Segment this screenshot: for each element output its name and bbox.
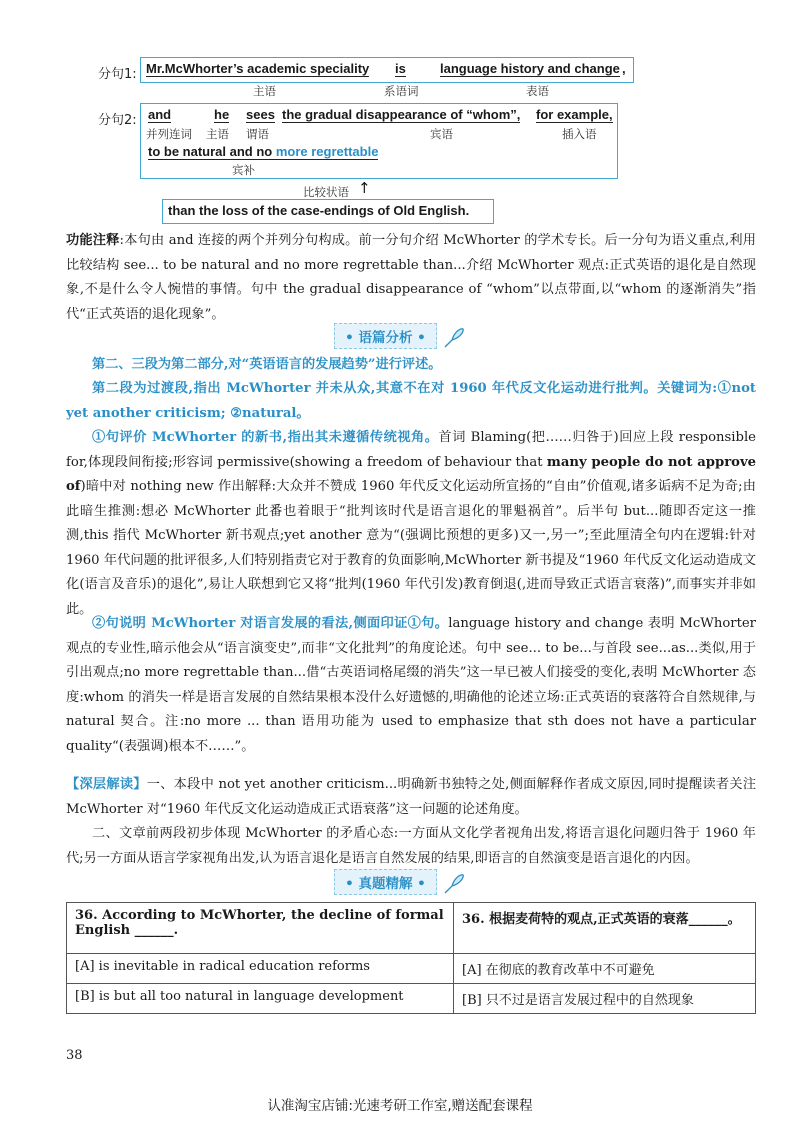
clause2-label: 分句2: xyxy=(98,113,137,128)
analysis-p1: 第二、三段为第二部分,对“英语语言的发展趋势”进行评述。 xyxy=(92,357,442,372)
analysis-p4 xyxy=(66,612,756,759)
clause1-predicative: language history and change xyxy=(440,61,620,76)
option-a-en: [A] is inevitable in radical education reforms xyxy=(67,954,454,984)
clause1-subject-label: 主语 xyxy=(253,84,276,98)
clause1-comma: , xyxy=(622,61,626,76)
arrow-up-icon: ↑ xyxy=(358,179,371,197)
clause2-adverbial-label: 比较状语 xyxy=(303,185,349,199)
clause2-subject-label: 主语 xyxy=(206,127,229,141)
analysis-p3-head: ①句评价 McWhorter 的新书,指出其未遵循传统视角。 xyxy=(92,430,439,445)
analysis-p2: 第二段为过渡段,指出 McWhorter 并未从众,其意不在对 1960 年代反文化运动进行批判。关键词为:①not yet another criticism; ②natural。 xyxy=(66,381,756,421)
clause2-complement-a: to be natural and no xyxy=(148,144,276,159)
clause2-verb-label: 谓语 xyxy=(246,127,269,141)
clause2-conj-label: 并列连词 xyxy=(146,127,192,141)
clause2-object-label: 宾语 xyxy=(430,127,453,141)
analysis-p3 xyxy=(66,426,756,622)
option-a-zh: [A] 在彻底的教育改革中不可避免 xyxy=(454,954,756,984)
function-note xyxy=(66,229,756,327)
section-exam-title xyxy=(0,869,800,896)
clause2-comparison: than the loss of the case-endings of Old English. xyxy=(168,203,470,218)
page-number: 38 xyxy=(66,1048,83,1063)
analysis-p3-bold: many people do not approve of xyxy=(66,454,756,494)
footer-text: 认准淘宝店铺:光速考研工作室,赠送配套课程 xyxy=(267,1098,533,1114)
section-exam-tag: • 真题精解 • xyxy=(334,869,437,895)
clause1-verb-label: 系语词 xyxy=(384,84,419,98)
table-row xyxy=(67,903,756,954)
option-b-en: [B] is but all too natural in language development xyxy=(67,984,454,1014)
clause2-insert: for example, xyxy=(536,107,613,122)
analysis-p3-b: )暗中对 nothing new 作出解释:大众并不赞成 1960 年代反文化运动所宣扬的“自由”价值观,诸多诟病不足为奇;由此暗生推测:想必 McWhorter 此番也着眼于“批判该时代是语言退化的罪魁祸首”。后半句 but...随即否定这一推测,this 指代 McWhorter 新书观点;yet another 意为“(强调比预想的更多)又一,另一”;至此厘清全句内在逻辑:针对 1960 年代问题的批评很多,人们特别指责它对于教育的负面影响,McWhorter 新书提及“1960 年代反文化运动造成文化(语言及音乐)的退化”,易让人联想到它又将“批判(1960 年代引发)教育倒退(,进而导致正式语言衰落)”,而事实并非如此。 xyxy=(66,479,756,617)
question-stem-en: 36. According to McWhorter, the decline of formal English ______. xyxy=(67,903,454,954)
question-table xyxy=(66,902,756,1014)
clause2-object: the gradual disappearance of “whom”, xyxy=(282,107,521,122)
analysis-p3-a: 首词 Blaming(把……归咎于)回应上段 responsible for,体现段间衔接;形容词 permissive(showing a freedom of behaviour that xyxy=(66,430,756,470)
section-analysis-tag: • 语篇分析 • xyxy=(334,323,437,349)
analysis-p4-head: ②句说明 McWhorter 对语言发展的看法,侧面印证①句。 xyxy=(92,616,449,631)
clause2-subject: he xyxy=(214,107,230,122)
option-b-zh: [B] 只不过是语言发展过程中的自然现象 xyxy=(454,984,756,1014)
clause1-predicative-label: 表语 xyxy=(526,84,549,98)
clause2-complement-b: more regrettable xyxy=(275,144,379,159)
clause2-complement-label: 宾补 xyxy=(232,163,255,177)
table-row xyxy=(67,984,756,1014)
clause2-verb: sees xyxy=(246,107,275,122)
clause2-insert-label: 插入语 xyxy=(562,127,597,141)
function-note-text: :本句由 and 连接的两个并列分句构成。前一分句介绍 McWhorter 的学术专长。后一分句为语义重点,利用比较结构 see... to be natural and no more regrettable than...介绍 McWhorter 观点:正式英语的退化是自然现象,不是什么令人惋惜的事情。句中 the gradual disappearance of “whom”以点带面,以“whom 的逐渐消失”指代“正式英语的退化现象”。 xyxy=(66,233,756,322)
table-row xyxy=(67,954,756,984)
analysis-p5 xyxy=(66,773,756,822)
clause1-label: 分句1: xyxy=(98,67,137,82)
clause1-subject: Mr.McWhorter’s academic speciality xyxy=(146,61,370,76)
feather-pen-icon xyxy=(442,872,466,896)
analysis-p6: 二、文章前两段初步体现 McWhorter 的矛盾心态:一方面从文化学者视角出发,将语言退化问题归咎于 1960 年代;另一方面从语言学家视角出发,认为语言退化是语言自然发展的结果,即语言的自然演变是语言退化的内因。 xyxy=(66,826,756,866)
section-analysis-title xyxy=(0,323,800,350)
question-stem-zh: 36. 根据麦荷特的观点,正式英语的衰落______。 xyxy=(454,903,756,954)
clause1-verb: is xyxy=(395,61,406,76)
clause2-conj: and xyxy=(148,107,172,122)
analysis-p4-text: language history and change 表明 McWhorter 观点的专业性,暗示他会从“语言演变史”,而非“文化批判”的角度论述。句中 see... to be...与首段 see...as...类似,用于引出观点;no more regrettable than...借“古英语词格尾缀的消失”这一早已被人们接受的变化,表明 McWhorter 态度:whom 的消失一样是语言发展的自然结果根本没什么好遗憾的,明确他的论述立场:正式英语的衰落符合自然规律,与 natural 契合。注:no more ... than 语用功能为 used to emphasize that sth does not have a particular quality“(表强调)根本不……”。 xyxy=(66,616,756,754)
analysis-p5-head: 【深层解读】 xyxy=(66,777,147,792)
clause2-complement xyxy=(148,144,378,160)
feather-pen-icon xyxy=(442,326,466,350)
function-note-head: 功能注释 xyxy=(66,233,120,248)
analysis-p5-text: 一、本段中 not yet another criticism...明确新书独特之处,侧面解释作者成文原因,同时提醒读者关注 McWhorter 对“1960 年代反文化运动造成正式语衰落”这一问题的论述角度。 xyxy=(66,777,757,817)
